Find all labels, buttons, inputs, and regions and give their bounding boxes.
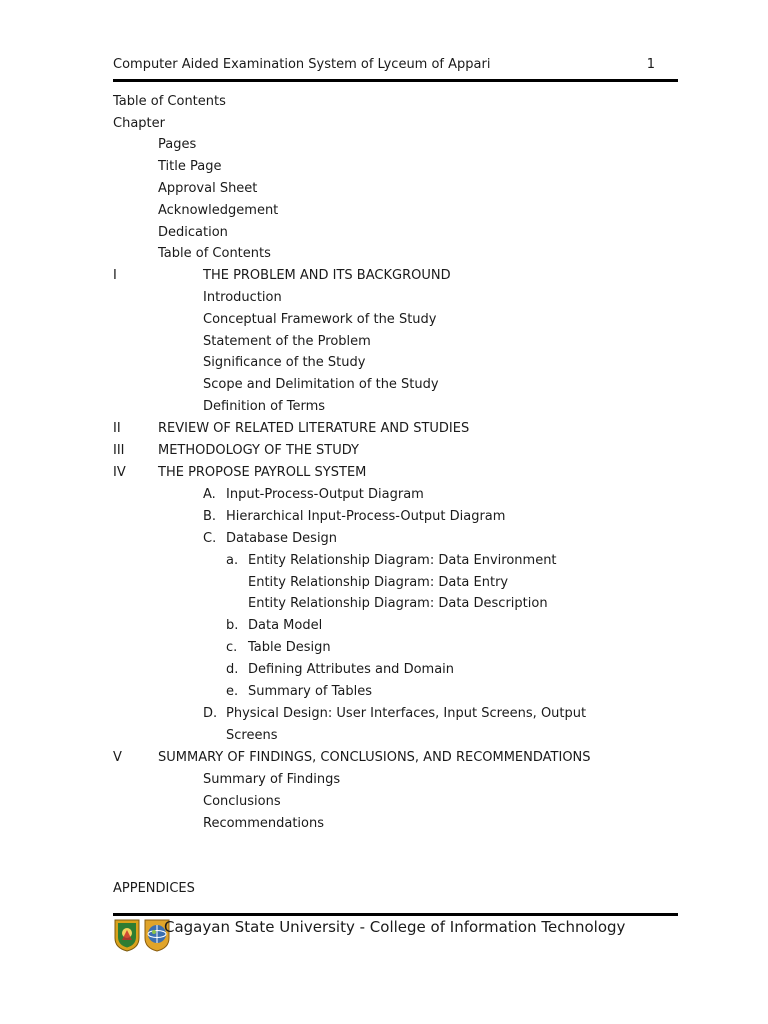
toc-entry: Approval Sheet: [158, 181, 258, 196]
chapter-title: METHODOLOGY OF THE STUDY: [158, 443, 359, 458]
chapter-number: II: [113, 421, 121, 436]
toc-heading: Table of Contents: [113, 94, 226, 109]
toc-entry: Conceptual Framework of the Study: [203, 312, 437, 327]
header-title: Computer Aided Examination System of Lyceum of Appari: [113, 57, 491, 72]
list-marker: e.: [226, 684, 239, 699]
toc-entry: Table of Contents: [158, 246, 271, 261]
chapter-number: III: [113, 443, 125, 458]
chapter-title: THE PROBLEM AND ITS BACKGROUND: [203, 268, 451, 283]
toc-entry: Dedication: [158, 225, 228, 240]
toc-entry: Recommendations: [203, 816, 325, 831]
chapter-title: SUMMARY OF FINDINGS, CONCLUSIONS, AND RECOMMENDATIONS: [158, 750, 591, 765]
toc-entry: Acknowledgement: [158, 203, 279, 218]
toc-entry: Table Design: [248, 640, 331, 655]
chapter-label: Chapter: [113, 116, 165, 131]
toc-entry: Entity Relationship Diagram: Data Entry: [248, 575, 509, 590]
chapter-number: I: [113, 268, 117, 283]
appendices-heading: APPENDICES: [113, 881, 195, 896]
toc-entry: Scope and Delimitation of the Study: [203, 377, 439, 392]
toc-entry: Summary of Tables: [248, 684, 373, 699]
toc-entry: Physical Design: User Interfaces, Input Screens, Output: [226, 706, 587, 721]
toc-entry: Entity Relationship Diagram: Data Environment: [248, 553, 557, 568]
toc-entry: Input-Process-Output Diagram: [226, 487, 424, 502]
university-seal-icon: [113, 918, 141, 952]
toc-entry: Data Model: [248, 618, 323, 633]
toc-entry: Entity Relationship Diagram: Data Description: [248, 596, 548, 611]
toc-entry: Screens: [226, 728, 278, 743]
footer-text: Cagayan State University - College of Information Technology: [164, 918, 626, 936]
toc-entry: Significance of the Study: [203, 355, 366, 370]
toc-entry: Defining Attributes and Domain: [248, 662, 455, 677]
list-marker: d.: [226, 662, 239, 677]
list-marker: A.: [203, 487, 216, 502]
toc-entry: Title Page: [158, 159, 222, 174]
chapter-number: IV: [113, 465, 126, 480]
chapter-number: V: [113, 750, 122, 765]
list-marker: b.: [226, 618, 239, 633]
chapter-title: THE PROPOSE PAYROLL SYSTEM: [158, 465, 367, 480]
list-marker: a.: [226, 553, 239, 568]
toc-entry: Database Design: [226, 531, 338, 546]
page-number: 1: [646, 57, 655, 72]
list-marker: c.: [226, 640, 238, 655]
pages-label: Pages: [158, 137, 197, 152]
chapter-title: REVIEW OF RELATED LITERATURE AND STUDIES: [158, 421, 470, 436]
toc-entry: Conclusions: [203, 794, 281, 809]
footer-rule: [113, 913, 678, 916]
list-marker: D.: [203, 706, 218, 721]
toc-entry: Summary of Findings: [203, 772, 341, 787]
toc-entry: Hierarchical Input-Process-Output Diagram: [226, 509, 506, 524]
toc-entry: Definition of Terms: [203, 399, 326, 414]
list-marker: B.: [203, 509, 217, 524]
toc-entry: Introduction: [203, 290, 282, 305]
toc-entry: Statement of the Problem: [203, 334, 371, 349]
list-marker: C.: [203, 531, 217, 546]
